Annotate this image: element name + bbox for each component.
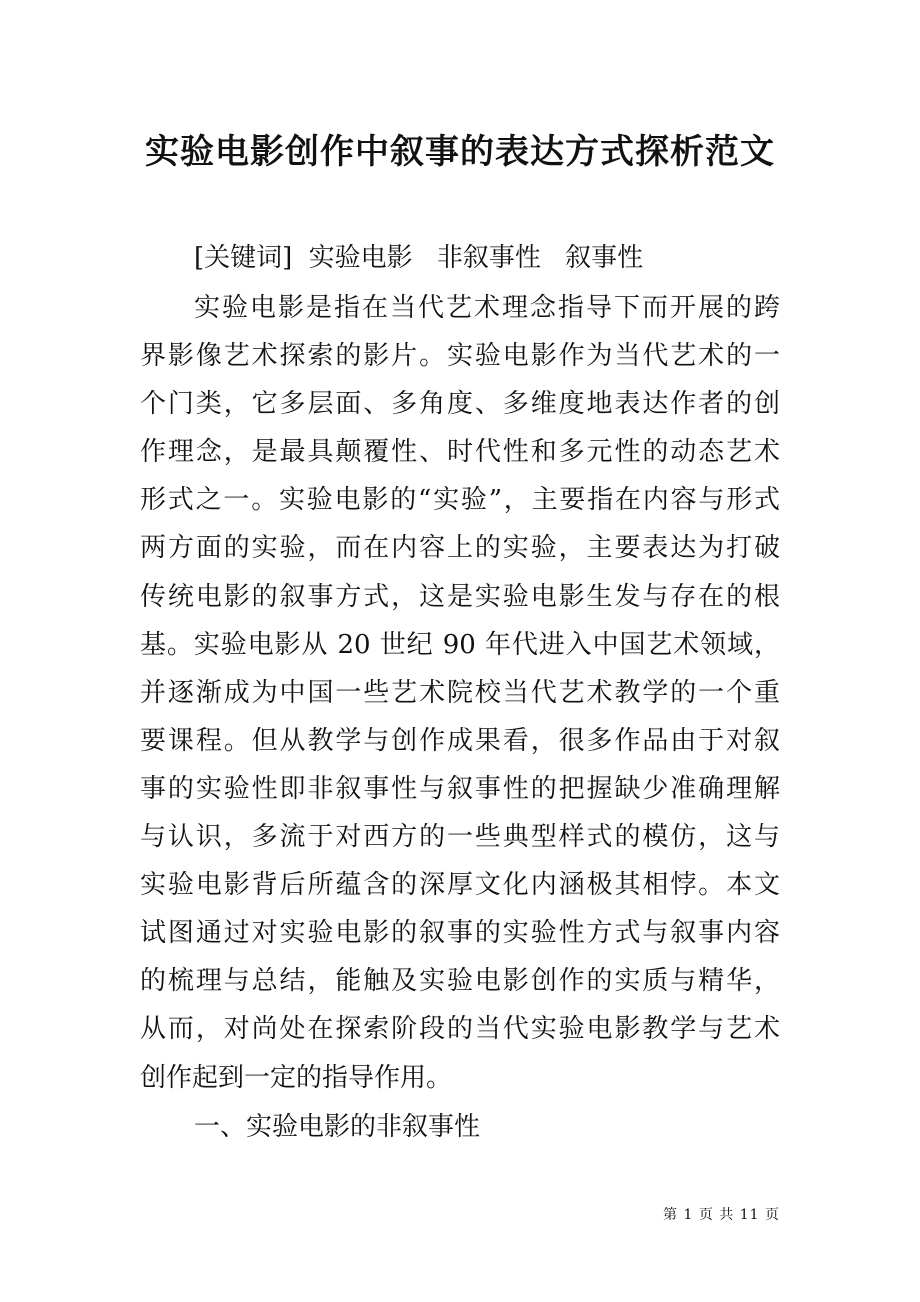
intro-paragraph (140, 284, 780, 1102)
keyword-item: 叙事性 (565, 243, 644, 273)
paragraph-line: 个门类，它多层面、多角度、多维度地表达作者的创 (140, 389, 780, 420)
keywords-line (194, 233, 780, 283)
paragraph-line: 作理念，是最具颠覆性、时代性和多元性的动态艺术 (140, 437, 780, 468)
paragraph-line: 实验电影是指在当代艺术理念指导下而开展的跨 (194, 293, 780, 323)
paragraph-line: 实验电影背后所蕴含的深厚文化内涵极其相悖。本文 (140, 870, 780, 901)
paragraph-line: 并逐渐成为中国一些艺术院校当代艺术教学的一个重 (140, 677, 780, 708)
keyword-item: 实验电影 (308, 243, 413, 273)
paragraph-line: 形式之一。实验电影的“实验”，主要指在内容与形式 (140, 485, 780, 516)
document-title: 实验电影创作中叙事的表达方式探析范文 (145, 132, 775, 172)
paragraph-line: 创作起到一定的指导作用。 (140, 1062, 453, 1093)
paragraph-line: 的梳理与总结，能触及实验电影创作的实质与精华， (140, 966, 780, 997)
paragraph-line: 界影像艺术探索的影片。实验电影作为当代艺术的一 (140, 341, 780, 372)
keyword-item: 非叙事性 (436, 243, 541, 273)
paragraph-line: 试图通过对实验电影的叙事的实验性方式与叙事内容 (140, 918, 780, 949)
paragraph-line: 与认识，多流于对西方的一些典型样式的模仿，这与 (140, 822, 780, 853)
paragraph-line: 两方面的实验，而在内容上的实验，主要表达为打破 (140, 533, 780, 564)
paragraph-line: 基。实验电影从 20 世纪 90 年代进入中国艺术领域， (140, 629, 780, 660)
keywords-label: [关键词] (194, 243, 293, 273)
section-heading: 一、实验电影的非叙事性 (194, 1112, 481, 1142)
paragraph-line: 传统电影的叙事方式，这是实验电影生发与存在的根 (140, 581, 780, 612)
paragraph-line: 从而，对尚处在探索阶段的当代实验电影教学与艺术 (140, 1014, 780, 1045)
paragraph-line: 要课程。但从教学与创作成果看，很多作品由于对叙 (140, 725, 780, 756)
page-footer: 第 1 页 共 11 页 (663, 1207, 780, 1223)
paragraph-line: 事的实验性即非叙事性与叙事性的把握缺少准确理解 (140, 773, 780, 804)
